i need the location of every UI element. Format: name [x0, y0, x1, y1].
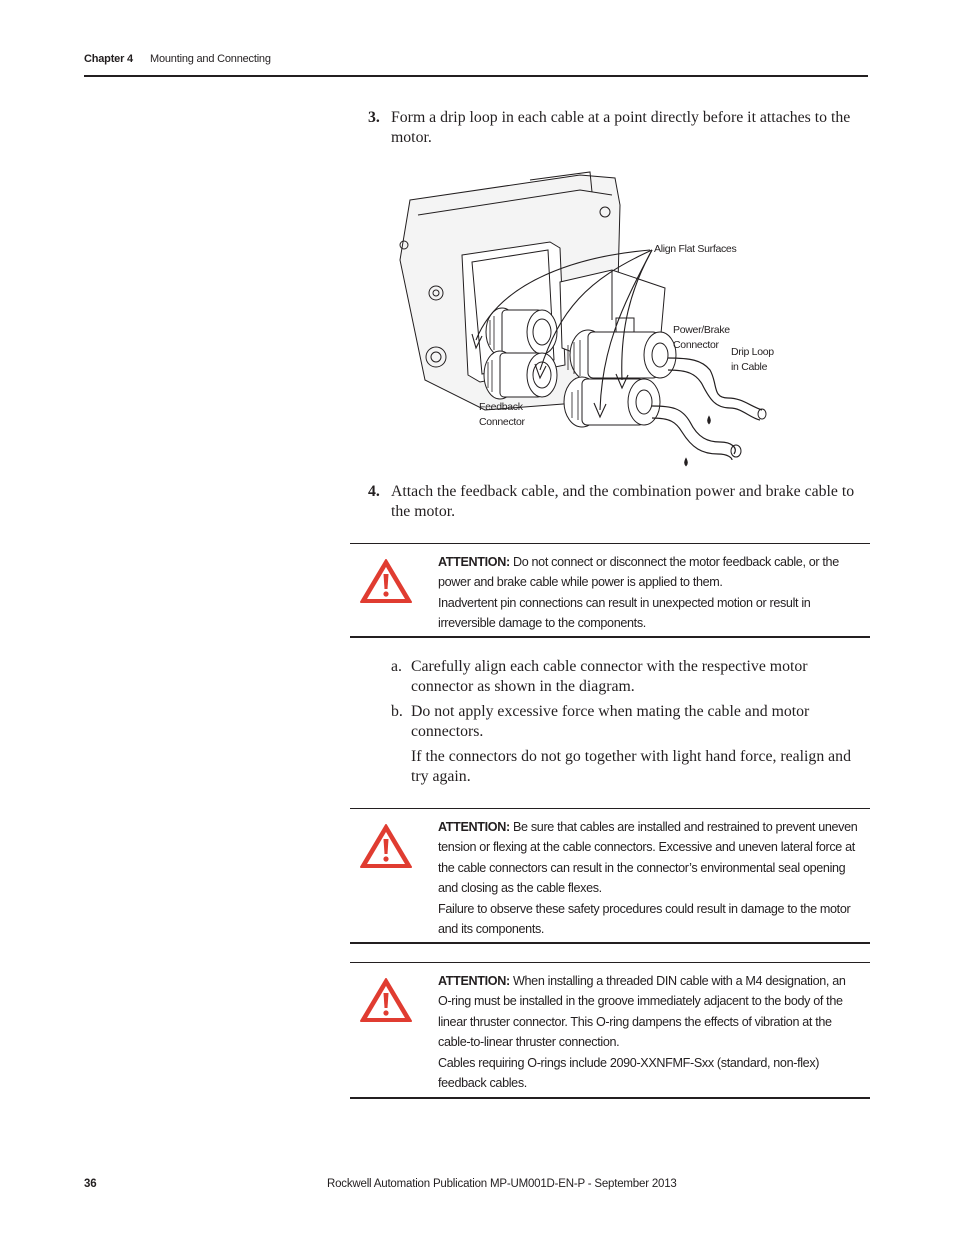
attention-text [438, 971, 858, 1093]
attention-consequence: Cables requiring O-rings include 2090-XXNFMF-Sxx (standard, non-flex) feedback cables. [438, 1055, 820, 1091]
step-number: 4. [368, 483, 380, 500]
step-text: Form a drip loop in each cable at a point directly before it attaches to the motor. [391, 109, 851, 146]
chapter-label: Chapter 4 [84, 53, 133, 65]
label-power-brake-line2: Connector [673, 339, 719, 351]
label-feedback-line1: Feedback [479, 401, 523, 413]
label-drip-loop-line1: Drip Loop [731, 346, 774, 358]
warning-triangle-icon [359, 558, 413, 604]
step-4 [368, 482, 868, 522]
label-drip-loop-line2: in Cable [731, 361, 768, 373]
step-text: Attach the feedback cable, and the combination power and brake cable to the motor. [391, 483, 855, 520]
label-align-flat-surfaces: Align Flat Surfaces [654, 243, 737, 255]
attention-message: Be sure that cables are installed and restrained to prevent uneven tension or flexing at the cable connectors. Excessive and uneven lateral force at the cable connectors can result in the connector’s environmental seal opening and closing as the cable flexes. [438, 820, 858, 896]
page-number: 36 [84, 1178, 97, 1190]
section-title: Mounting and Connecting [150, 53, 271, 65]
substep-letter: a. [391, 658, 402, 675]
substep-b [391, 702, 868, 742]
step-number: 3. [368, 109, 380, 126]
attention-label: ATTENTION: [438, 555, 510, 569]
attention-text [438, 817, 858, 939]
attention-box-2 [350, 808, 870, 944]
header-rule [84, 75, 868, 77]
substep-a [391, 657, 868, 697]
label-power-brake-line1: Power/Brake [673, 324, 730, 336]
substep-text: Do not apply excessive force when mating the cable and motor connectors. [411, 703, 810, 740]
warning-triangle-icon [359, 977, 413, 1023]
running-header [84, 53, 271, 65]
attention-text [438, 552, 858, 634]
warning-triangle-icon [359, 823, 413, 869]
attention-message: When installing a threaded DIN cable with a M4 designation, an O-ring must be installed in the groove immediately adjacent to the body of the linear thruster connector. This O-ring dampens the effects of vibration at the cable-to-linear thruster connection. [438, 974, 846, 1050]
motor-connector-illustration [390, 170, 790, 470]
attention-consequence: Failure to observe these safety procedures could result in damage to the motor and its components. [438, 901, 851, 937]
substep-note: If the connectors do not go together with light hand force, realign and try again. [411, 748, 851, 785]
step-3 [368, 108, 868, 148]
connector-diagram [390, 170, 790, 470]
attention-label: ATTENTION: [438, 974, 510, 988]
attention-message: Do not connect or disconnect the motor feedback cable, or the power and brake cable while power is applied to them. [438, 555, 839, 590]
publication-info: Rockwell Automation Publication MP-UM001D-EN-P - September 2013 [327, 1178, 677, 1190]
substep-text: Carefully align each cable connector with the respective motor connector as shown in the diagram. [411, 658, 808, 695]
attention-consequence: Inadvertent pin connections can result in unexpected motion or result in irreversible damage to the components. [438, 595, 811, 631]
attention-label: ATTENTION: [438, 820, 510, 834]
attention-box-3 [350, 962, 870, 1099]
attention-box-1 [350, 543, 870, 638]
label-feedback-line2: Connector [479, 416, 525, 428]
substep-letter: b. [391, 703, 403, 720]
